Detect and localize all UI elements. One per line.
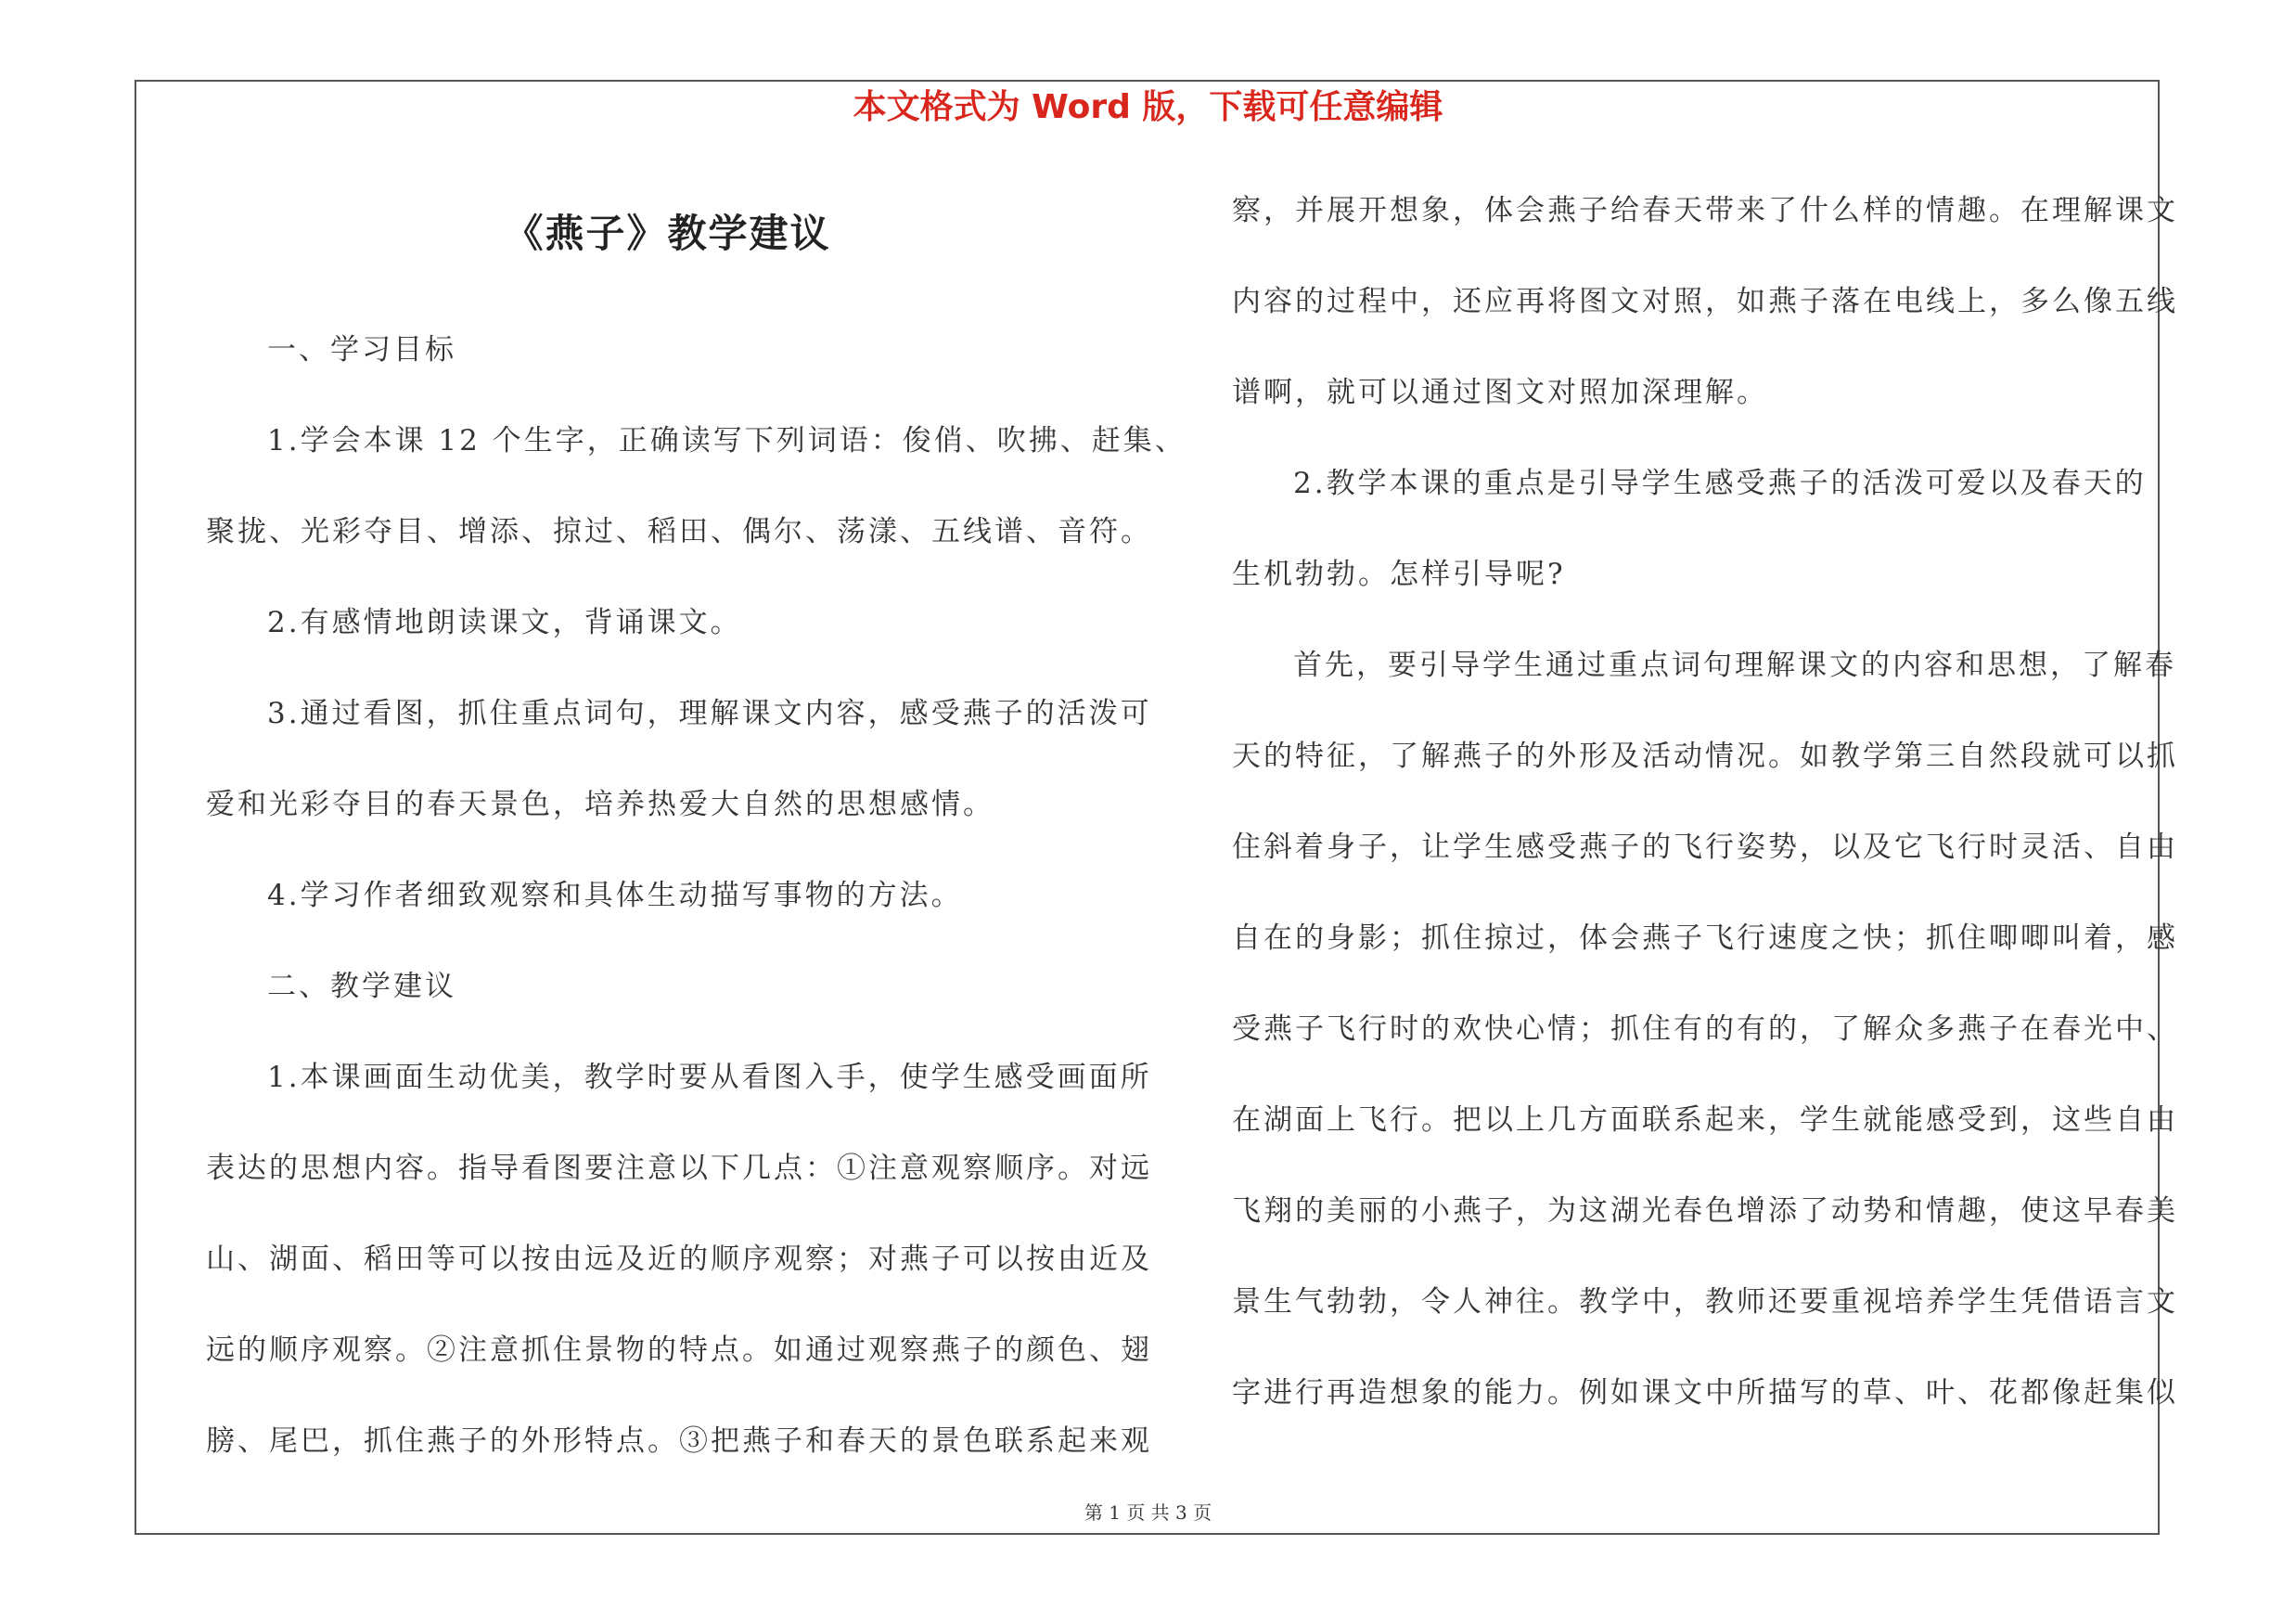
text-line: 首先，要引导学生通过重点词句理解课文的内容和思想，了解春 (1293, 649, 2176, 682)
document-title: 《燕子》教学建议 (504, 211, 831, 256)
text-line: 2.教学本课的重点是引导学生感受燕子的活泼可爱以及春天的 (1293, 467, 2147, 500)
word-format-banner: 本文格式为 Word 版，下载可任意编辑 (853, 88, 1443, 126)
text-line: 自在的身影；抓住掠过，体会燕子飞行速度之快；抓住唧唧叫着，感 (1232, 921, 2178, 955)
text-line: 表达的思想内容。指导看图要注意以下几点：①注意观察顺序。对远 (206, 1152, 1152, 1185)
text-line: 1.本课画面生动优美，教学时要从看图入手，使学生感受画面所 (267, 1061, 1152, 1094)
text-line: 景生气勃勃，令人神往。教学中，教师还要重视培养学生凭借语言文 (1232, 1285, 2178, 1319)
text-line: 在湖面上飞行。把以上几方面联系起来，学生就能感受到，这些自由 (1232, 1103, 2178, 1137)
text-line: 爱和光彩夺目的春天景色，培养热爱大自然的思想感情。 (206, 788, 994, 821)
text-line: 字进行再造想象的能力。例如课文中所描写的草、叶、花都像赶集似 (1232, 1376, 2178, 1410)
section-heading-goals: 一、学习目标 (267, 333, 456, 367)
text-line: 住斜着身子，让学生感受燕子的飞行姿势，以及它飞行时灵活、自由 (1232, 831, 2178, 864)
page-number-footer: 第 1 页 共 3 页 (1084, 1501, 1212, 1524)
text-line: 山、湖面、稻田等可以按由远及近的顺序观察；对燕子可以按由近及 (206, 1243, 1152, 1276)
text-line: 受燕子飞行时的欢快心情；抓住有的有的，了解众多燕子在春光中、 (1232, 1012, 2178, 1046)
text-line: 飞翔的美丽的小燕子，为这湖光春色增添了动势和情趣，使这早春美 (1232, 1194, 2178, 1228)
text-line: 2.有感情地朗读课文，背诵课文。 (267, 606, 742, 639)
text-line: 膀、尾巴，抓住燕子的外形特点。③把燕子和春天的景色联系起来观 (206, 1424, 1152, 1458)
text-line: 察，并展开想象，体会燕子给春天带来了什么样的情趣。在理解课文 (1232, 194, 2178, 227)
section-heading-suggestions: 二、教学建议 (267, 970, 456, 1003)
text-line: 4.学习作者细致观察和具体生动描写事物的方法。 (267, 879, 963, 912)
text-line: 远的顺序观察。②注意抓住景物的特点。如通过观察燕子的颜色、翅 (206, 1333, 1152, 1367)
text-line: 1.学会本课 12 个生字，正确读写下列词语：俊俏、吹拂、赶集、 (267, 424, 1186, 457)
text-line: 3.通过看图，抓住重点词句，理解课文内容，感受燕子的活泼可 (267, 697, 1152, 730)
text-line: 内容的过程中，还应再将图文对照，如燕子落在电线上，多么像五线 (1232, 285, 2178, 318)
text-line: 天的特征，了解燕子的外形及活动情况。如教学第三自然段就可以抓 (1232, 740, 2178, 773)
text-line: 聚拢、光彩夺目、增添、掠过、稻田、偶尔、荡漾、五线谱、音符。 (206, 515, 1152, 548)
text-line: 谱啊，就可以通过图文对照加深理解。 (1232, 376, 1768, 409)
text-line: 生机勃勃。怎样引导呢? (1232, 558, 1566, 591)
